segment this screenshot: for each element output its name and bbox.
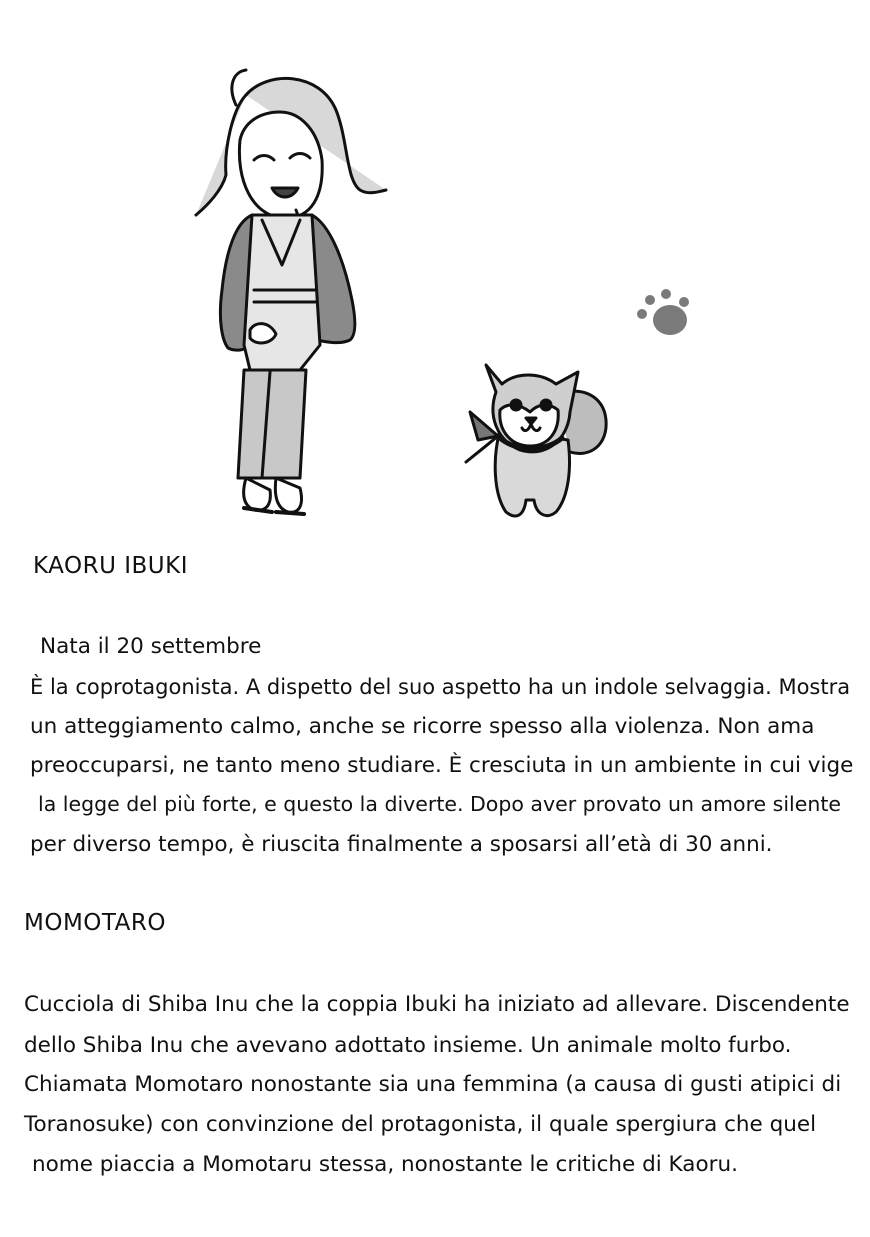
kaoru-description-line: la legge del più forte, e questo la diverte. Dopo aver provato un amore silente xyxy=(38,792,842,816)
momotaro-description-line: dello Shiba Inu che avevano adottato insieme. Un animale molto furbo. xyxy=(24,1033,792,1058)
kaoru-description-line: È la coprotagonista. A dispetto del suo aspetto ha un indole selvaggia. Mostra xyxy=(30,675,851,699)
momotaro-description-line: Toranosuke) con convinzione del protagonista, il quale spergiura che quel xyxy=(24,1112,817,1137)
kaoru-figure xyxy=(196,70,386,514)
kaoru-description-line: per diverso tempo, è riuscita finalmente a sposarsi all’età di 30 anni. xyxy=(30,832,773,857)
paw-print-icon xyxy=(637,289,689,335)
kaoru-heading: KAORU IBUKI xyxy=(33,553,188,579)
kaoru-description-line: un atteggiamento calmo, anche se ricorre spesso alla violenza. Non ama xyxy=(30,714,815,739)
momotaro-heading: MOMOTARO xyxy=(24,910,166,936)
momotaro-description-line: nome piaccia a Momotaru stessa, nonostante le critiche di Kaoru. xyxy=(32,1152,738,1177)
momotaro-figure xyxy=(466,365,606,516)
kaoru-birth: Nata il 20 settembre xyxy=(40,634,262,659)
kaoru-description-line: preoccuparsi, ne tanto meno studiare. È cresciuta in un ambiente in cui vige xyxy=(30,753,854,778)
character-illustration xyxy=(0,0,870,530)
momotaro-description-line: Cucciola di Shiba Inu che la coppia Ibuki ha iniziato ad allevare. Discendente xyxy=(24,992,850,1017)
momotaro-description-line: Chiamata Momotaro nonostante sia una femmina (a causa di gusti atipici di xyxy=(24,1072,842,1097)
